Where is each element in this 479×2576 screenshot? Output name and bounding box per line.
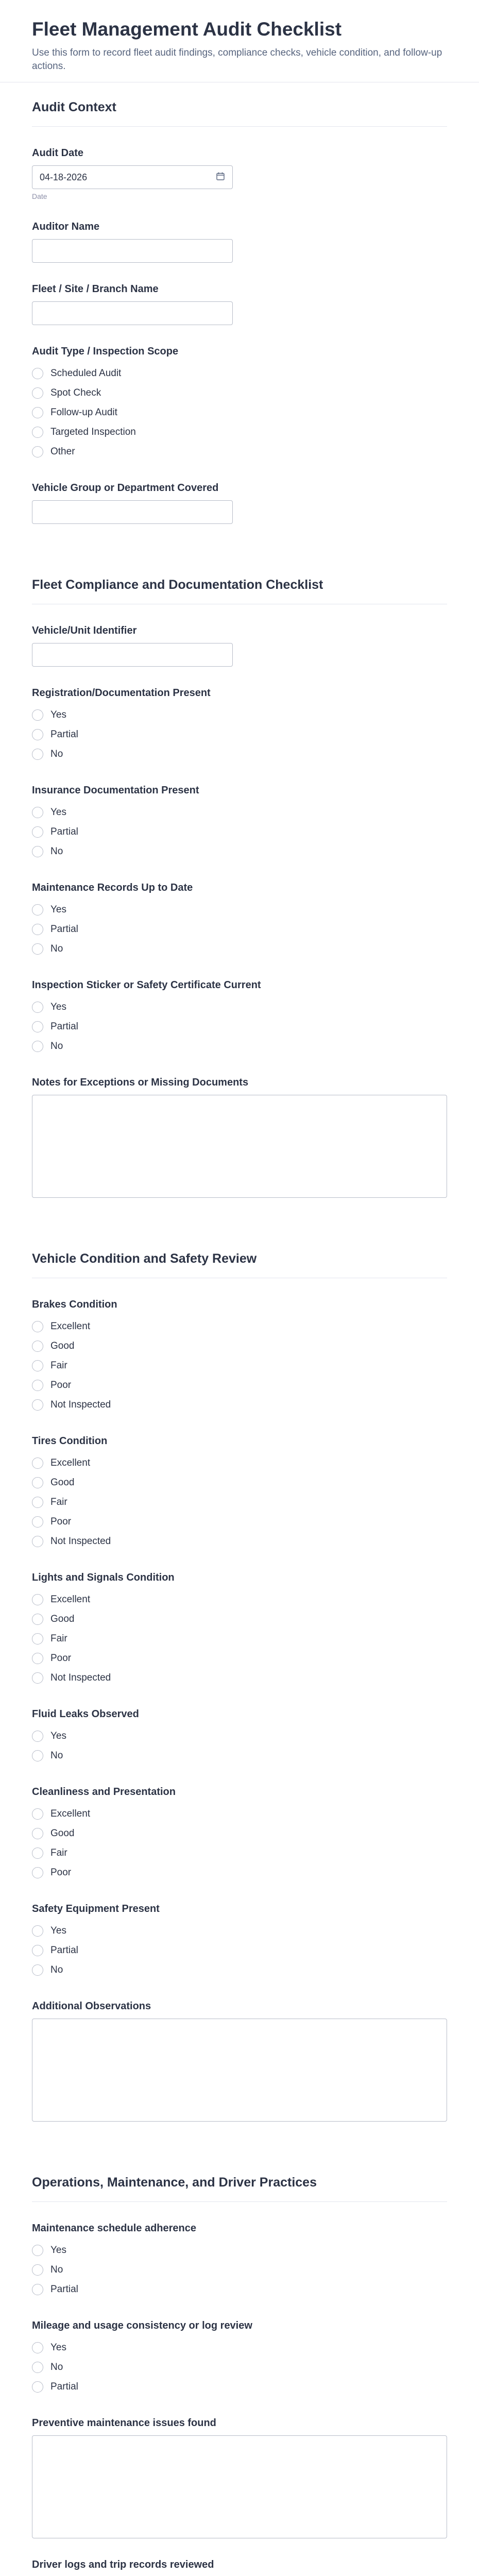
radio-button[interactable] (32, 709, 43, 721)
radio-option-partial[interactable] (32, 725, 447, 744)
section-title: Fleet Compliance and Documentation Checklist (32, 560, 447, 604)
option-label: Yes (50, 709, 66, 720)
radio-button[interactable] (32, 1477, 43, 1488)
vehicle-group-or-department-covered-input[interactable] (32, 500, 233, 524)
radio-option-partial[interactable] (32, 2280, 447, 2299)
field-cleanliness-and-presentation (32, 1786, 447, 1883)
field-label: Fleet / Site / Branch Name (32, 283, 159, 295)
radio-option-yes[interactable] (32, 803, 447, 822)
calendar-icon[interactable] (216, 172, 225, 183)
vehicle-unit-identifier-input[interactable] (32, 643, 233, 667)
radio-option-yes[interactable] (32, 705, 447, 725)
field-additional-observations (32, 2001, 447, 2122)
option-label: Partial (50, 2381, 78, 2392)
date-sublabel: Date (32, 192, 47, 200)
field-label: Insurance Documentation Present (32, 785, 199, 796)
radio-button[interactable] (32, 2342, 43, 2353)
option-label: Good (50, 1828, 75, 1839)
option-label: Yes (50, 904, 66, 915)
field-maintenance-records-up-to-date (32, 882, 447, 959)
field-maintenance-schedule-adherence (32, 2223, 447, 2299)
field-tires-condition (32, 1435, 447, 1551)
option-label: Not Inspected (50, 1672, 111, 1683)
section-audit-context (32, 82, 447, 524)
option-label: Yes (50, 1731, 66, 1741)
field-fleet-site-branch-name (32, 283, 447, 325)
option-label: Yes (50, 1002, 66, 1012)
radio-button[interactable] (32, 446, 43, 457)
radio-option-fair[interactable] (32, 1356, 447, 1376)
field-label: Audit Type / Inspection Scope (32, 346, 179, 357)
option-label: Partial (50, 729, 78, 740)
field-label: Audit Date (32, 147, 83, 159)
field-label: Vehicle Group or Department Covered (32, 482, 219, 494)
option-label: Good (50, 1614, 75, 1624)
radio-button[interactable] (32, 2381, 43, 2393)
radio-option-other[interactable] (32, 442, 447, 462)
radio-button[interactable] (32, 1925, 43, 1937)
radio-button[interactable] (32, 1516, 43, 1528)
option-label: Partial (50, 924, 78, 935)
radio-button[interactable] (32, 1594, 43, 1605)
radio-button[interactable] (32, 427, 43, 438)
section-title: Vehicle Condition and Safety Review (32, 1234, 447, 1278)
radio-option-partial[interactable] (32, 822, 447, 842)
audit-date-date-input[interactable] (32, 165, 233, 189)
radio-option-poor[interactable] (32, 1649, 447, 1668)
notes-for-exceptions-or-missing-documents-textarea[interactable] (32, 1095, 447, 1198)
field-brakes-condition (32, 1299, 447, 1415)
field-label: Notes for Exceptions or Missing Documents (32, 1077, 249, 1088)
additional-observations-textarea[interactable] (32, 2019, 447, 2122)
radio-button[interactable] (32, 924, 43, 935)
radio-button[interactable] (32, 2362, 43, 2373)
radio-option-partial[interactable] (32, 2377, 447, 2397)
field-label: Maintenance schedule adherence (32, 2223, 197, 2234)
option-label: Excellent (50, 1808, 91, 1819)
option-label: Excellent (50, 1458, 91, 1468)
field-label: Vehicle/Unit Identifier (32, 625, 137, 636)
radio-button[interactable] (32, 1002, 43, 1013)
radio-button[interactable] (32, 1021, 43, 1032)
field-label: Lights and Signals Condition (32, 1572, 175, 1583)
field-label: Maintenance Records Up to Date (32, 882, 193, 893)
radio-button[interactable] (32, 1653, 43, 1664)
radio-option-excellent[interactable] (32, 1590, 447, 1609)
radio-button[interactable] (32, 1750, 43, 1761)
radio-option-partial[interactable] (32, 920, 447, 939)
radio-option-yes[interactable] (32, 1726, 447, 1746)
option-label: Not Inspected (50, 1536, 111, 1547)
option-label: Excellent (50, 1594, 91, 1605)
section-fleet-compliance-and-documentation-checklist (32, 560, 447, 1198)
field-lights-and-signals-condition (32, 1572, 447, 1688)
radio-button[interactable] (32, 368, 43, 379)
radio-button[interactable] (32, 1848, 43, 1859)
option-label: Fair (50, 1360, 67, 1371)
option-label: Partial (50, 2284, 78, 2295)
fleet-site-branch-name-input[interactable] (32, 301, 233, 325)
radio-option-no[interactable] (32, 1037, 447, 1056)
radio-option-yes[interactable] (32, 1921, 447, 1941)
field-inspection-sticker-or-safety-certificate-current (32, 979, 447, 1056)
form-title: Fleet Management Audit Checklist (32, 19, 342, 40)
option-label: Scheduled Audit (50, 368, 122, 379)
radio-option-poor[interactable] (32, 1863, 447, 1883)
radio-option-no[interactable] (32, 744, 447, 764)
radio-option-no[interactable] (32, 939, 447, 959)
section-operations-maintenance-and-driver-practices (32, 2158, 447, 2576)
radio-button[interactable] (32, 1041, 43, 1052)
radio-button[interactable] (32, 1321, 43, 1332)
radio-button[interactable] (32, 904, 43, 916)
option-label: Targeted Inspection (50, 427, 136, 437)
option-label: No (50, 943, 63, 954)
option-label: Fair (50, 1633, 67, 1644)
option-label: No (50, 1041, 63, 1052)
radio-button[interactable] (32, 1497, 43, 1508)
radio-button[interactable] (32, 1633, 43, 1645)
option-label: Not Inspected (50, 1399, 111, 1410)
option-label: Follow-up Audit (50, 407, 117, 418)
option-label: Partial (50, 1945, 78, 1956)
radio-option-poor[interactable] (32, 1376, 447, 1395)
field-registration-documentation-present (32, 687, 447, 764)
radio-button[interactable] (32, 407, 43, 418)
option-label: Yes (50, 1925, 66, 1936)
radio-option-partial[interactable] (32, 1017, 447, 1037)
form-header (0, 0, 479, 82)
field-label: Driver logs and trip records reviewed (32, 2559, 214, 2570)
field-label: Fluid Leaks Observed (32, 1708, 139, 1720)
radio-option-fair[interactable] (32, 1629, 447, 1649)
field-fluid-leaks-observed (32, 1708, 447, 1766)
radio-option-partial[interactable] (32, 1941, 447, 1960)
radio-option-targeted-inspection[interactable] (32, 422, 447, 442)
radio-button[interactable] (32, 1380, 43, 1391)
field-driver-logs-and-trip-records-reviewed (32, 2559, 447, 2576)
field-vehicle-unit-identifier (32, 625, 447, 667)
auditor-name-input[interactable] (32, 239, 233, 263)
radio-option-not-inspected[interactable] (32, 1668, 447, 1688)
radio-button[interactable] (32, 2264, 43, 2276)
preventive-maintenance-issues-found-textarea[interactable] (32, 2435, 447, 2538)
radio-button[interactable] (32, 1614, 43, 1625)
field-label: Cleanliness and Presentation (32, 1786, 176, 1798)
option-label: Poor (50, 1516, 72, 1527)
option-label: Poor (50, 1867, 72, 1878)
field-insurance-documentation-present (32, 785, 447, 861)
radio-button[interactable] (32, 729, 43, 740)
date-value: 04-18-2026 (40, 172, 88, 182)
radio-option-no[interactable] (32, 1746, 447, 1766)
option-label: No (50, 846, 63, 857)
field-notes-for-exceptions-or-missing-documents (32, 1077, 447, 1198)
field-label: Safety Equipment Present (32, 1903, 160, 1914)
radio-option-good[interactable] (32, 1336, 447, 1356)
section-title: Operations, Maintenance, and Driver Practices (32, 2158, 447, 2202)
radio-button[interactable] (32, 1341, 43, 1352)
option-label: Poor (50, 1380, 72, 1391)
radio-option-yes[interactable] (32, 900, 447, 920)
option-label: Fair (50, 1497, 67, 1507)
option-label: Yes (50, 807, 66, 818)
field-label: Auditor Name (32, 221, 100, 232)
radio-option-yes[interactable] (32, 2241, 447, 2260)
radio-option-yes[interactable] (32, 2338, 447, 2358)
field-audit-date (32, 147, 447, 200)
radio-button[interactable] (32, 1360, 43, 1371)
field-label: Tires Condition (32, 1435, 108, 1447)
field-label: Preventive maintenance issues found (32, 2417, 216, 2429)
field-safety-equipment-present (32, 1903, 447, 1980)
option-label: Spot Check (50, 387, 101, 398)
radio-button[interactable] (32, 1458, 43, 1469)
radio-button[interactable] (32, 826, 43, 838)
radio-button[interactable] (32, 2245, 43, 2256)
radio-option-excellent[interactable] (32, 1453, 447, 1473)
radio-button[interactable] (32, 749, 43, 760)
form-description: Use this form to record fleet audit findings, compliance checks, vehicle condition, and follow-up actions. (32, 47, 442, 72)
radio-button[interactable] (32, 1867, 43, 1878)
field-label: Additional Observations (32, 2001, 151, 2012)
option-label: Fair (50, 1848, 67, 1858)
radio-button[interactable] (32, 1808, 43, 1820)
radio-option-not-inspected[interactable] (32, 1532, 447, 1551)
section-vehicle-condition-and-safety-review (32, 1234, 447, 2122)
option-label: No (50, 1750, 63, 1761)
radio-button[interactable] (32, 1964, 43, 1976)
radio-button[interactable] (32, 1672, 43, 1684)
radio-button[interactable] (32, 1399, 43, 1411)
radio-option-fair[interactable] (32, 1493, 447, 1512)
radio-option-spot-check[interactable] (32, 383, 447, 403)
radio-option-excellent[interactable] (32, 1804, 447, 1824)
field-audit-type-inspection-scope (32, 346, 447, 462)
radio-option-no[interactable] (32, 842, 447, 861)
radio-option-good[interactable] (32, 1609, 447, 1629)
radio-button[interactable] (32, 1731, 43, 1742)
radio-option-good[interactable] (32, 1824, 447, 1843)
radio-option-poor[interactable] (32, 1512, 447, 1532)
radio-option-good[interactable] (32, 1473, 447, 1493)
radio-button[interactable] (32, 807, 43, 818)
radio-option-excellent[interactable] (32, 1317, 447, 1336)
option-label: No (50, 2362, 63, 2372)
field-label: Inspection Sticker or Safety Certificate Current (32, 979, 261, 991)
radio-button[interactable] (32, 1828, 43, 1839)
radio-option-yes[interactable] (32, 997, 447, 1017)
radio-button[interactable] (32, 1945, 43, 1956)
radio-button[interactable] (32, 1536, 43, 1547)
section-title: Audit Context (32, 82, 447, 127)
radio-button[interactable] (32, 2284, 43, 2295)
option-label: Partial (50, 1021, 78, 1032)
radio-option-scheduled-audit[interactable] (32, 364, 447, 383)
radio-button[interactable] (32, 943, 43, 955)
radio-button[interactable] (32, 387, 43, 399)
option-label: Yes (50, 2245, 66, 2256)
option-label: Other (50, 446, 75, 457)
option-label: Poor (50, 1653, 72, 1664)
radio-option-no[interactable] (32, 2260, 447, 2280)
field-preventive-maintenance-issues-found (32, 2417, 447, 2538)
field-label: Brakes Condition (32, 1299, 117, 1310)
option-label: Excellent (50, 1321, 91, 1332)
radio-option-not-inspected[interactable] (32, 1395, 447, 1415)
option-label: Partial (50, 826, 78, 837)
option-label: Good (50, 1477, 75, 1488)
form-content (0, 82, 479, 2576)
option-label: No (50, 749, 63, 759)
field-vehicle-group-or-department-covered (32, 482, 447, 524)
option-label: No (50, 2264, 63, 2275)
field-auditor-name (32, 221, 447, 263)
field-label: Mileage and usage consistency or log review (32, 2320, 252, 2331)
radio-option-follow-up-audit[interactable] (32, 403, 447, 422)
option-label: No (50, 1964, 63, 1975)
option-label: Good (50, 1341, 75, 1351)
radio-option-no[interactable] (32, 1960, 447, 1980)
radio-option-no[interactable] (32, 2358, 447, 2377)
radio-option-fair[interactable] (32, 1843, 447, 1863)
field-label: Registration/Documentation Present (32, 687, 211, 699)
radio-button[interactable] (32, 846, 43, 857)
field-mileage-and-usage-consistency-or-log-review (32, 2320, 447, 2397)
option-label: Yes (50, 2342, 66, 2353)
